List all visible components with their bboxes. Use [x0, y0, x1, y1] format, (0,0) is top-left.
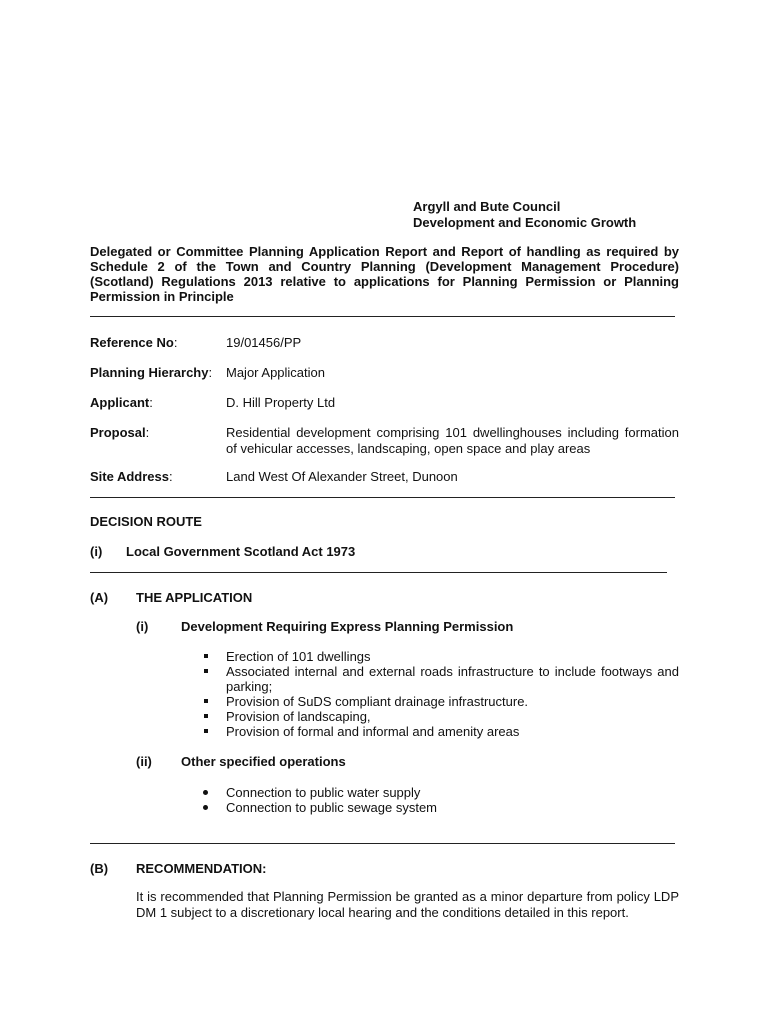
application-num: (A) [90, 590, 109, 605]
site-label: Site Address [90, 469, 169, 484]
list-item: Connection to public water supply [203, 785, 679, 800]
list-item: Connection to public sewage system [203, 800, 679, 815]
reference-label: Reference No [90, 335, 174, 350]
applicant-value: D. Hill Property Ltd [226, 395, 336, 410]
list-item: Erection of 101 dwellings [203, 649, 679, 664]
report-intro: Delegated or Committee Planning Application Report and Report of handling as required by Schedule 2 of the Town and Country Planning (Development Management Procedure) (Scotland) Regulations 2013 relative to applications for Planning Permission or Planning Permission in Principle [90, 244, 679, 304]
sub1-num: (i) [136, 619, 149, 634]
sub1-list [203, 649, 679, 739]
hierarchy-label: Planning Hierarchy [90, 365, 209, 380]
site-value: Land West Of Alexander Street, Dunoon [226, 469, 458, 484]
divider [90, 843, 675, 844]
divider [90, 572, 667, 573]
hierarchy-value: Major Application [226, 365, 325, 380]
decision-route-text: Local Government Scotland Act 1973 [126, 544, 356, 559]
sub2-heading: Other specified operations [181, 754, 346, 769]
divider [90, 497, 675, 498]
application-heading: THE APPLICATION [136, 590, 253, 605]
list-item: Provision of formal and informal and amenity areas [203, 724, 679, 739]
list-item: Associated internal and external roads infrastructure to include footways and parking; [203, 664, 679, 694]
divider [90, 316, 675, 317]
recommendation-text: It is recommended that Planning Permission be granted as a minor departure from policy LDP DM 1 subject to a discretionary local hearing and the conditions detailed in this report. [136, 889, 679, 920]
proposal-label: Proposal [90, 425, 146, 440]
decision-route-num: (i) [90, 544, 103, 559]
list-item: Provision of SuDS compliant drainage infrastructure. [203, 694, 679, 709]
sub2-list [203, 785, 679, 815]
reference-value: 19/01456/PP [226, 335, 302, 350]
sub2-num: (ii) [136, 754, 152, 769]
recommendation-num: (B) [90, 861, 109, 876]
document-header [413, 199, 636, 231]
sub1-heading: Development Requiring Express Planning Permission [181, 619, 514, 634]
council-name: Argyll and Bute Council [413, 199, 561, 214]
applicant-label: Applicant [90, 395, 150, 410]
list-item: Provision of landscaping, [203, 709, 679, 724]
proposal-value: Residential development comprising 101 dwellinghouses including formation of vehicular accesses, landscaping, open space and play areas [226, 425, 679, 456]
department-name: Development and Economic Growth [413, 215, 637, 230]
recommendation-heading: RECOMMENDATION: [136, 861, 267, 876]
decision-route-heading: DECISION ROUTE [90, 514, 202, 529]
